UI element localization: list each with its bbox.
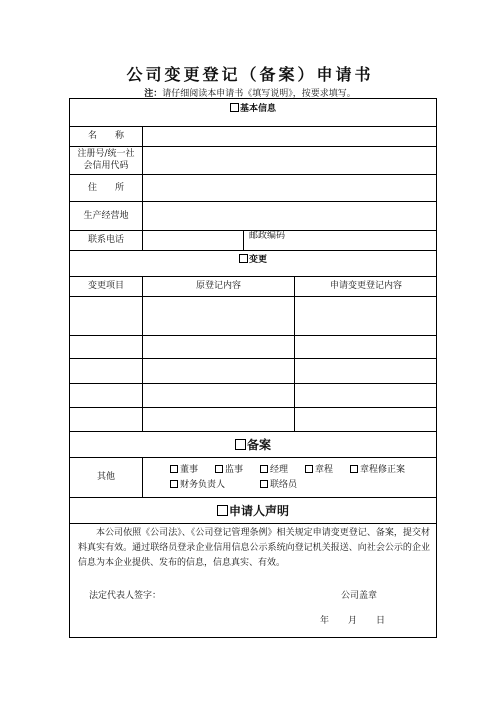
date-year-label: 年 [320,616,330,626]
change-row[interactable] [70,383,437,407]
filing-option-liaison[interactable] [260,477,297,490]
option-label: 董事 [180,465,199,475]
section-declaration-header [70,497,436,523]
filing-label-other: 其他 [96,472,115,482]
checkbox-icon[interactable] [230,103,239,112]
company-seal: 公司盖章 [341,591,378,601]
option-label: 联络员 [270,480,298,490]
label-postal-code: 邮政编码 [248,231,285,241]
address-field[interactable] [143,174,437,201]
option-label: 监事 [225,465,244,475]
change-header-item: 变更项目 [87,281,124,291]
checkbox-icon[interactable] [239,254,248,263]
postal-code-field[interactable] [290,230,437,250]
label-address: 住 所 [87,182,124,193]
section-declaration-title: 申请人声明 [228,503,289,518]
checkbox-icon[interactable] [170,465,178,473]
filing-option-financial-officer[interactable] [170,477,225,490]
section-basic-header [70,99,436,116]
company-name-field[interactable] [143,126,437,146]
page-title: 公司变更登记（备案）申请书 [126,65,374,84]
label-business-address: 生产经营地 [83,210,129,221]
change-header-original: 原登记内容 [195,281,241,291]
checkbox-icon[interactable] [215,465,223,473]
checkbox-icon[interactable] [217,505,228,516]
label-registration-number [70,146,142,174]
checkbox-icon[interactable] [305,465,313,473]
section-change-title: 变更 [248,255,267,265]
filing-option-supervisor[interactable] [215,462,243,475]
label-phone: 联系电话 [87,235,124,245]
phone-field[interactable] [143,230,243,250]
label-reg-line1: 注册号/统一社 [77,149,135,159]
option-label: 章程 [315,465,334,475]
label-company-name: 名 称 [87,131,124,141]
section-filing-header [70,431,436,457]
declaration-text: 本公司依照《公司法》、《公司登记管理条例》相关规定申请变更登记、备案，提交材料真实有效。通过联络员登录企业信用信息公示系统向登记机关报送、向社会公示的企业信息为本企业提供、发布的信息，信息真实、有效。 [78,528,430,568]
checkbox-icon[interactable] [260,465,268,473]
change-row[interactable] [70,296,437,335]
legal-representative-signature: 法定代表人签字： [89,591,162,601]
filing-option-articles[interactable] [305,462,333,475]
note-text: 请仔细阅读本申请书《填写说明》，按要求填写。 [162,89,356,99]
option-label: 财务负责人 [180,480,226,490]
option-label: 章程修正案 [360,465,406,475]
registration-number-field[interactable] [143,146,437,174]
filing-option-manager[interactable] [260,462,288,475]
checkbox-icon[interactable] [235,439,246,450]
date-day-label: 日 [376,616,386,626]
filing-option-articles-amendment[interactable] [350,462,405,475]
section-basic-title: 基本信息 [239,104,276,114]
change-row[interactable] [70,358,437,383]
application-form [69,98,437,638]
change-row[interactable] [70,407,437,431]
checkbox-icon[interactable] [260,480,268,488]
business-address-field[interactable] [143,201,437,230]
change-row[interactable] [70,335,437,358]
checkbox-icon[interactable] [350,465,358,473]
note-label: 注： [144,89,163,99]
option-label: 经理 [270,465,289,475]
date-month-label: 月 [348,616,358,626]
label-reg-line2: 会信用代码 [83,161,129,171]
filing-option-director[interactable] [170,462,198,475]
section-filing-title: 备案 [246,437,271,452]
change-header-new: 申请变更登记内容 [329,281,402,291]
section-change-header [70,250,436,267]
checkbox-icon[interactable] [170,480,178,488]
